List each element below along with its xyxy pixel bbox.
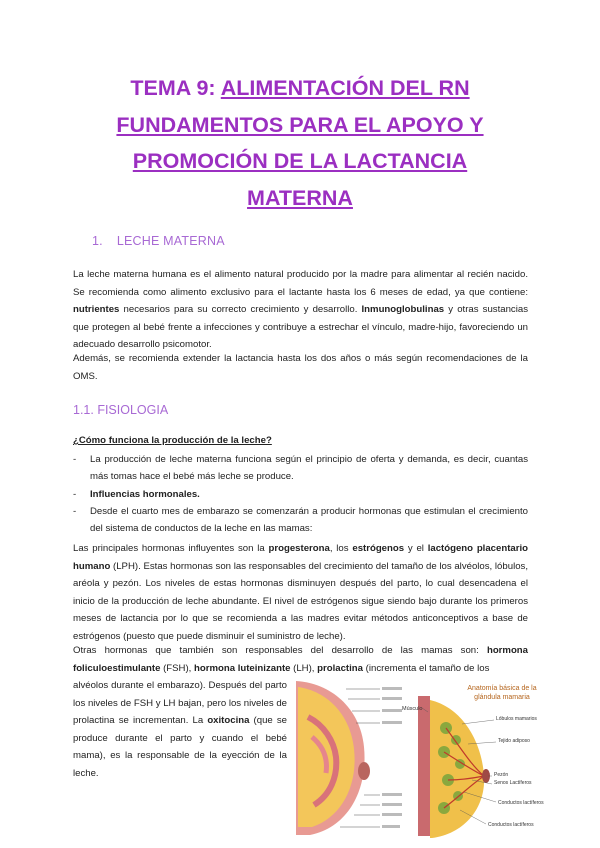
hormones-text-c: , los <box>329 543 353 554</box>
hormone-oxitocina: oxitocina <box>207 715 250 726</box>
title-line-4: MATERNA <box>247 185 353 210</box>
hormones-text-g: (LPH). Estas hormonas son las responsables del crecimiento del tamaño de los alvéolos, lóbulos, aréola y pezón. Los niveles de estas hormonas disminuyen después del parto, lo cual desencadena el inicio de la producción de leche abundante. El nivel de estrógenos sigue siendo bajo durante los primeros meses de lactancia por lo que se recomienda a las madres evitar métodos anticonceptivos a base de estrógenos (puesto que puede disminuir el suministro de leche). <box>73 560 528 642</box>
others-text-e: (LH), <box>290 662 318 674</box>
hormones-paragraph <box>73 540 528 645</box>
label-lobulos <box>496 716 537 722</box>
others-text-g: (incrementa el tamaño de los <box>363 662 490 674</box>
list-dash: - <box>73 506 77 517</box>
intro-paragraph <box>73 266 528 354</box>
title-line-2: FUNDAMENTOS PARA EL APOYO Y <box>116 112 484 137</box>
list-item-text: La producción de leche materna funciona según el principio de oferta y demanda, es decir, cuantas más tomas hace el bebé más leche se produce. <box>90 454 528 482</box>
hormones-text-e: y el <box>404 543 428 554</box>
intro-nutrientes: nutrientes <box>73 304 120 315</box>
label-lobulos-text: Lóbulos mamarios <box>496 716 537 722</box>
section-number: 1. <box>92 234 103 248</box>
title-prefix: TEMA 9: <box>130 76 221 100</box>
title-line-3: PROMOCIÓN DE LA LACTANCIA <box>132 149 468 173</box>
list-item-text: Influencias hormonales. <box>90 489 200 500</box>
others-text-a: Otras hormonas que también son responsables del desarrollo de las mamas son: <box>73 645 487 656</box>
list-item <box>73 503 528 537</box>
hormone-progesterona: progesterona <box>268 543 330 554</box>
wrap-text-a: alvéolos durante el embarazo). Después del parto los niveles de FSH y LH bajan, pero los niveles de prolactina se incrementan. La <box>73 680 287 726</box>
list-dash: - <box>73 489 77 500</box>
hormone-prolactina: prolactina <box>317 662 363 674</box>
nipple-shape <box>358 762 370 780</box>
others-text-c: (FSH), <box>160 662 194 674</box>
wrap-text-c: (que se produce durante el parto y cuando el bebé mama), es la responsable de la eyección de la leche. <box>73 715 287 779</box>
document-title <box>60 70 540 216</box>
label-tejido: Tejido adiposo <box>498 738 530 744</box>
hormone-lh: hormona luteinizante <box>194 662 291 674</box>
list-dash: - <box>73 454 77 465</box>
muscle-shape <box>418 696 430 836</box>
intro-text-e: y otras sustancias que protegen al bebé frente a infecciones y contribuye a estrechar el vínculo, madre-hijo, favoreciendo un adecuado desarrollo psicomotor. <box>73 304 528 350</box>
label-musculo: Músculo <box>402 706 423 712</box>
intro-text-a: La leche materna humana es el alimento natural producido por la madre para alimentar al recién nacido. Se recomienda como alimento exclusivo para el lactante hasta los 6 meses de edad, ya que contiene: <box>73 269 528 298</box>
figure-title-line2: glándula mamaria <box>474 694 530 701</box>
label-conductos-bottom: Conductos lactíferos <box>488 822 534 828</box>
hormones-text-a: Las principales hormonas influyentes son la <box>73 543 269 554</box>
label-pezon: Pezón <box>494 772 509 778</box>
label-conductos: Conductos lactíferos <box>498 800 544 806</box>
oms-paragraph: Además, se recomienda extender la lactancia hasta los dos años o más según recomendaciones de la OMS. <box>73 353 528 382</box>
title-line-1: ALIMENTACIÓN DEL RN <box>220 76 470 100</box>
breast-anatomy-illustration <box>290 677 418 839</box>
label-senos: Senos Lactíferos <box>494 780 532 786</box>
list-item <box>73 451 528 485</box>
intro-inmunoglobulinas: Inmunoglobulinas <box>361 304 445 315</box>
intro-text-c: necesarios para su correcto crecimiento y desarrollo. <box>119 304 362 315</box>
section-heading-text: LECHE MATERNA <box>116 234 225 248</box>
wrapped-paragraph <box>73 677 287 782</box>
list-item <box>73 486 528 503</box>
other-hormones-paragraph <box>73 642 528 677</box>
subsection-heading-fisiologia: 1.1. FISIOLOGIA <box>73 403 169 417</box>
question-heading: ¿Cómo funciona la producción de la leche? <box>73 435 272 446</box>
hormone-estrogenos: estrógenos <box>352 543 405 554</box>
figure-title: Anatomía básica de la <box>467 685 537 692</box>
section-heading-leche-materna <box>92 234 225 248</box>
hormone-lph: lactógeno placentario humano <box>73 543 528 572</box>
hormone-fsh: hormona foliculoestimulante <box>73 645 528 674</box>
list-item-text: Desde el cuarto mes de embarazo se comenzarán a producir hormonas que estimulan el crecimiento del sistema de conductos de la leche en las mamas: <box>90 506 528 534</box>
mammary-gland-diagram <box>402 680 552 842</box>
